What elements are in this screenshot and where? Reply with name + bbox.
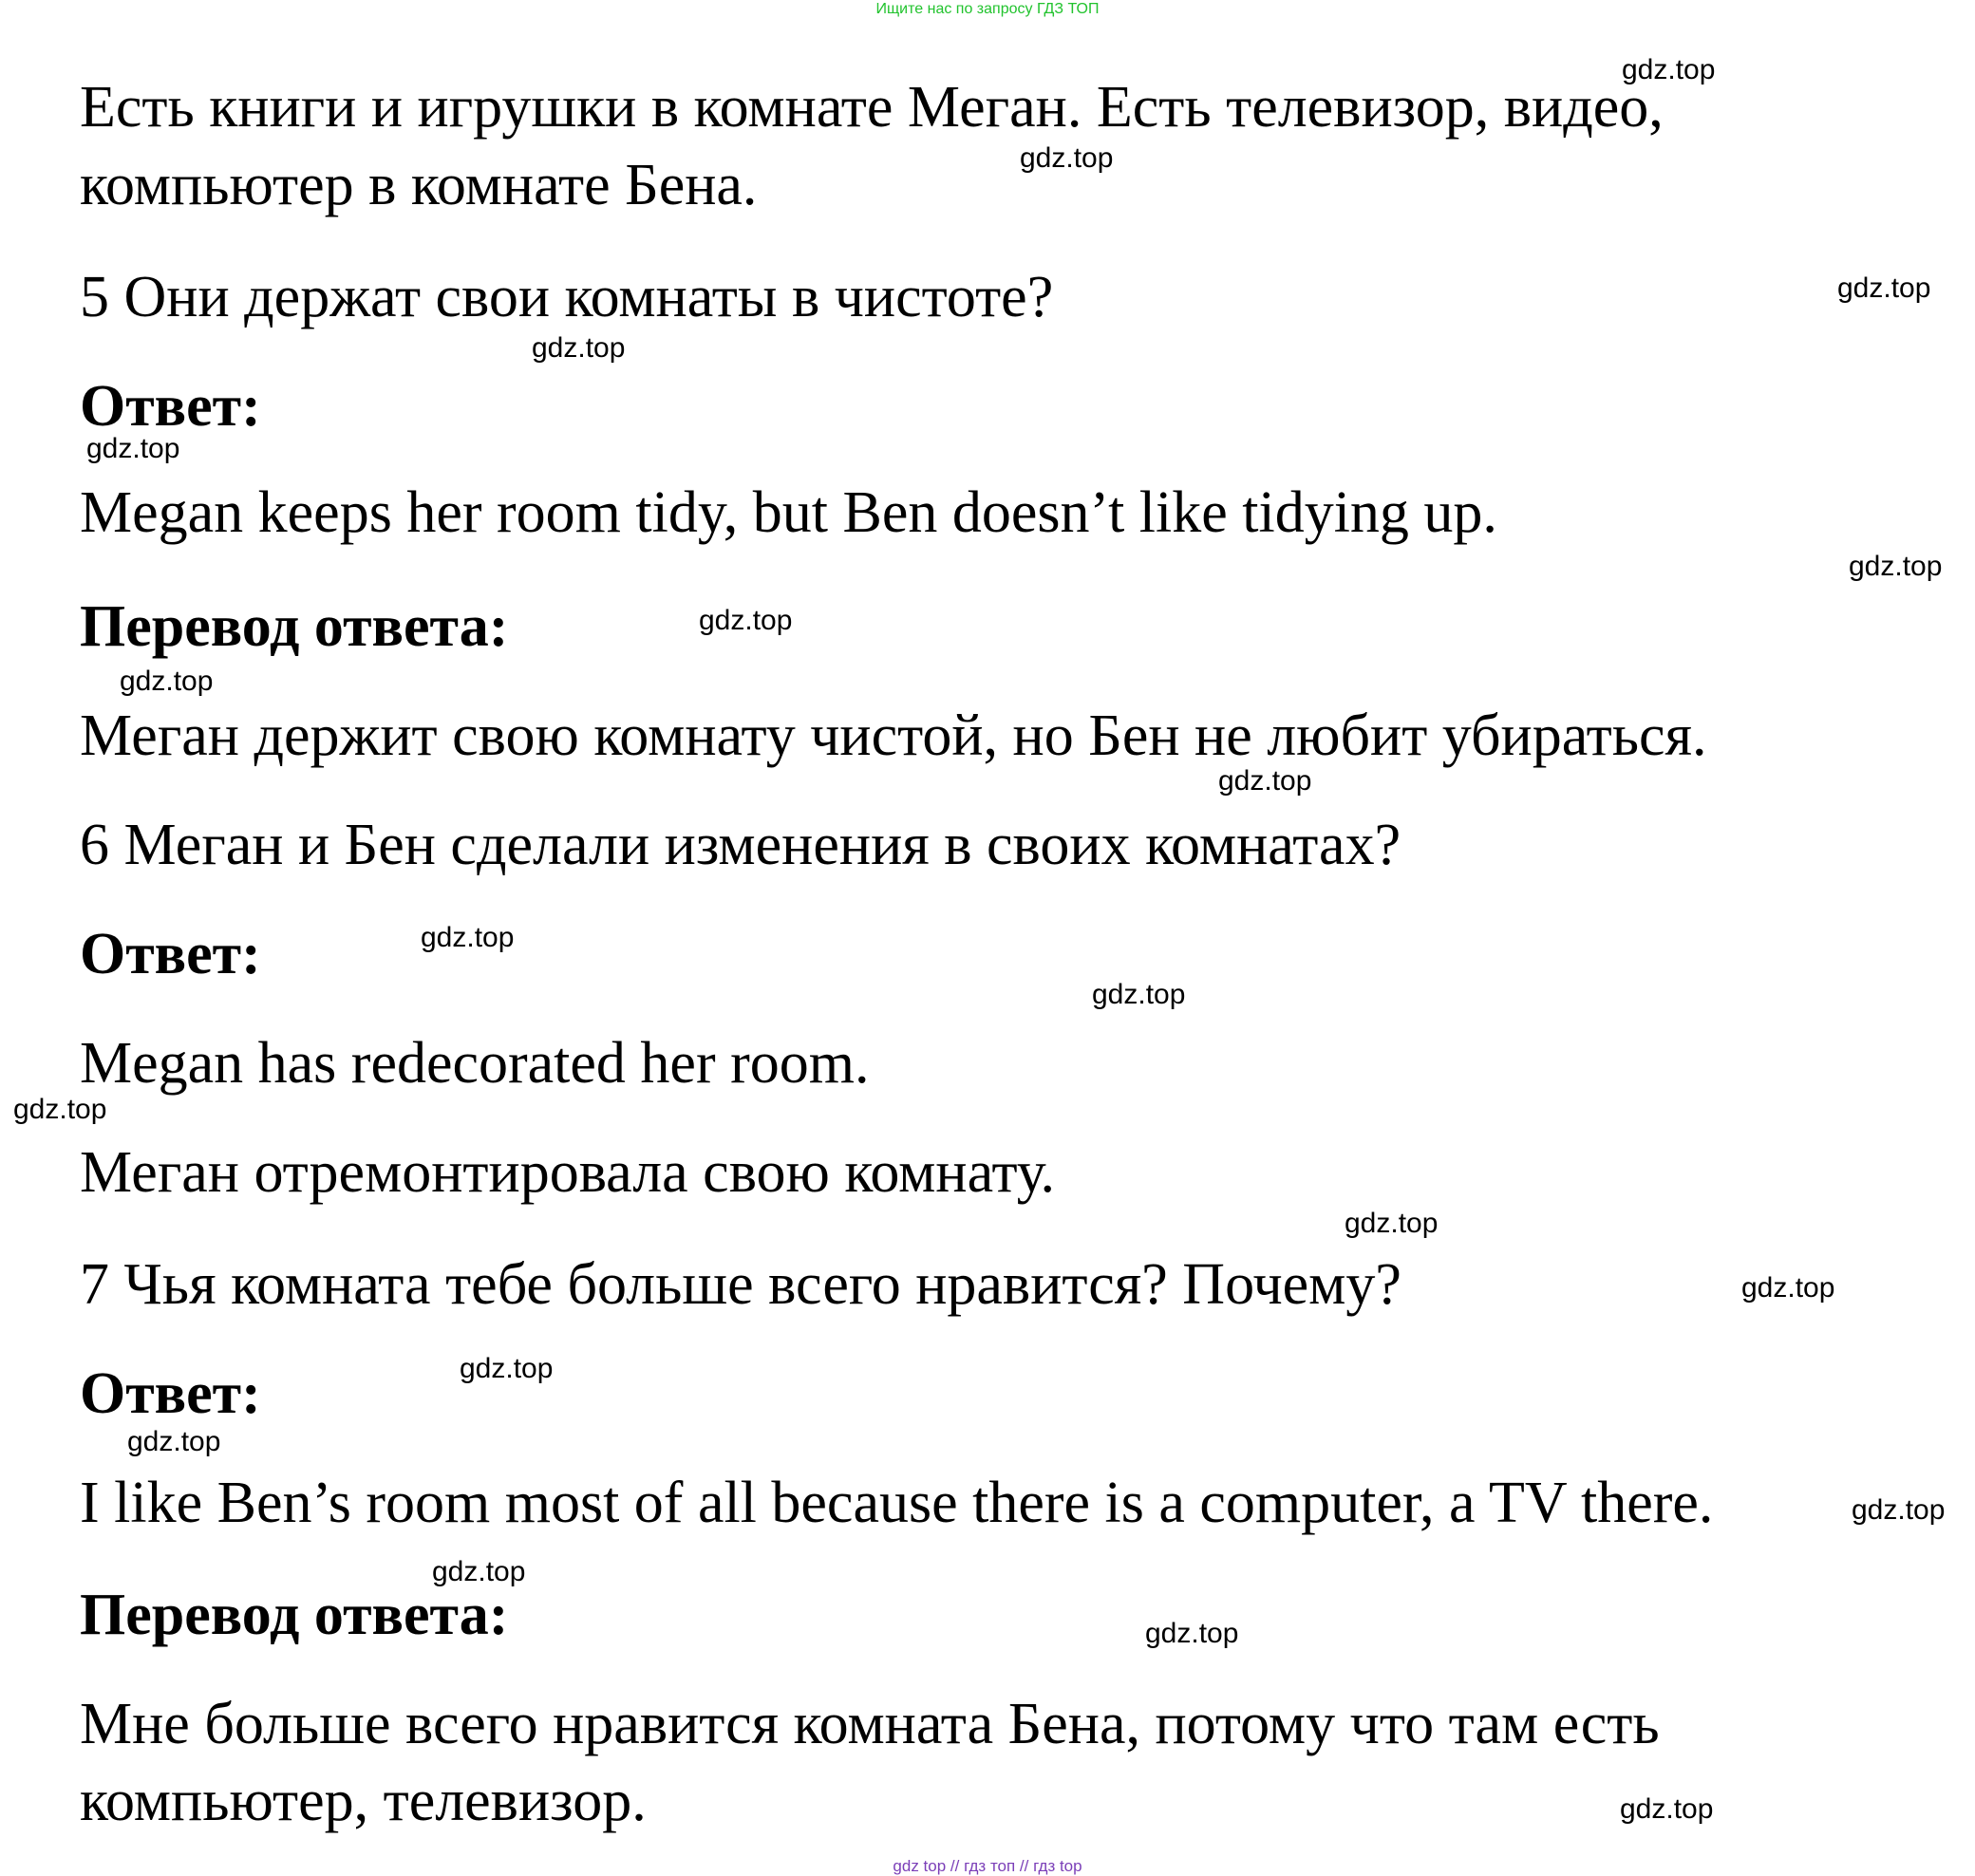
watermark: gdz.top <box>532 332 626 364</box>
watermark: gdz.top <box>1345 1208 1439 1239</box>
watermark: gdz.top <box>13 1094 107 1125</box>
answer-label-6: Ответ: <box>80 922 261 986</box>
watermark: gdz.top <box>1092 979 1186 1010</box>
watermark: gdz.top <box>1620 1793 1714 1825</box>
answer-5-russian: Меган держит свою комнату чистой, но Бен не любит убираться. <box>80 704 1707 768</box>
answer-label-5: Ответ: <box>80 374 261 439</box>
watermark: gdz.top <box>120 666 214 697</box>
watermark: gdz.top <box>1622 54 1716 85</box>
watermark: gdz.top <box>699 605 793 636</box>
translation-label-5: Перевод ответа: <box>80 594 509 659</box>
answer-5-english: Megan keeps her room tidy, but Ben doesn’t like tidying up. <box>80 480 1497 545</box>
search-banner: Ищите нас по запросу ГДЗ ТОП <box>875 1 1100 17</box>
answer-7-russian-line-1: Мне больше всего нравится комната Бена, потому что там есть <box>80 1692 1660 1756</box>
answer-6-english: Megan has redecorated her room. <box>80 1031 870 1096</box>
watermark: gdz.top <box>86 433 180 464</box>
watermark: gdz.top <box>1849 551 1943 582</box>
watermark: gdz.top <box>1218 765 1312 797</box>
answer-7-english: I like Ben’s room most of all because there is a computer, a TV there. <box>80 1471 1714 1535</box>
watermark: gdz.top <box>1145 1618 1239 1649</box>
intro-line-1: Есть книги и игрушки в комнате Меган. Есть телевизор, видео, <box>80 75 1664 140</box>
translation-label-7: Перевод ответа: <box>80 1583 509 1647</box>
watermark: gdz.top <box>127 1426 221 1457</box>
watermark: gdz.top <box>1852 1494 1946 1526</box>
watermark: gdz.top <box>432 1556 526 1587</box>
answer-label-7: Ответ: <box>80 1361 261 1426</box>
watermark: gdz.top <box>1741 1272 1835 1304</box>
question-6: 6 Меган и Бен сделали изменения в своих комнатах? <box>80 813 1401 877</box>
footer-watermark: gdz top // гдз топ // гдз top <box>893 1857 1082 1875</box>
watermark: gdz.top <box>1837 272 1931 304</box>
question-5: 5 Они держат свои комнаты в чистоте? <box>80 265 1054 329</box>
watermark: gdz.top <box>460 1353 554 1384</box>
question-7: 7 Чья комната тебе больше всего нравится? Почему? <box>80 1252 1401 1317</box>
answer-7-russian-line-2: компьютер, телевизор. <box>80 1769 647 1833</box>
answer-6-russian: Меган отремонтировала свою комнату. <box>80 1140 1056 1205</box>
watermark: gdz.top <box>421 922 515 953</box>
watermark: gdz.top <box>1020 142 1114 174</box>
intro-line-2: компьютер в комнате Бена. <box>80 153 758 217</box>
